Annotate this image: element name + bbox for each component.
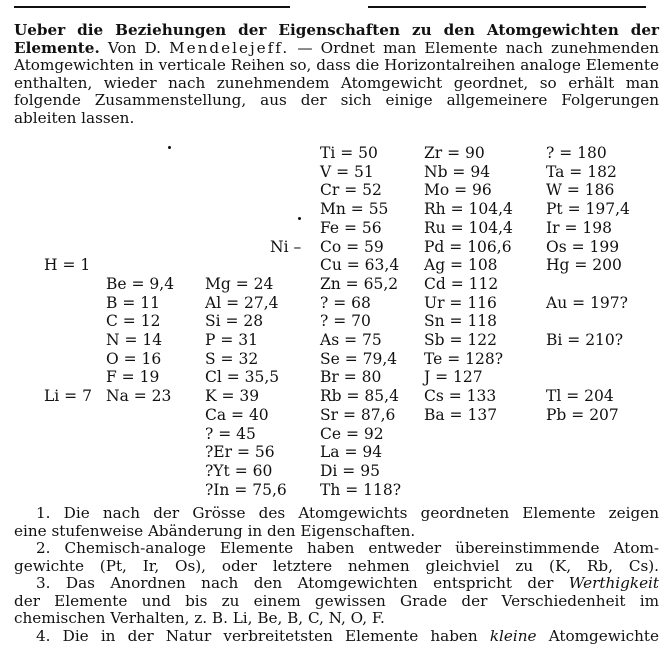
element-entry: Sn = 118: [424, 312, 498, 331]
element-entry: Rh = 104,4: [424, 200, 513, 219]
element-entry: Fe = 56: [320, 218, 382, 237]
note-3-emphasis: Werthigkeit: [568, 575, 659, 592]
element-entry: Di = 95: [320, 461, 380, 480]
element-entry: Ir = 198: [546, 218, 612, 237]
element-entry: Ca = 40: [205, 405, 269, 424]
element-entry: Pb = 207: [546, 405, 619, 424]
element-entry: Mo = 96: [424, 181, 492, 200]
element-entry: Ti = 50: [320, 144, 378, 162]
element-entry: S = 32: [205, 349, 259, 368]
element-entry: Pt = 197,4: [546, 200, 630, 219]
element-entry: Al = 27,4: [205, 293, 279, 312]
element-entry: Th = 118?: [320, 480, 402, 499]
element-entry: H = 1: [44, 256, 91, 275]
element-entry: Rb = 85,4: [320, 387, 399, 406]
element-entry: Li = 7: [44, 387, 92, 406]
element-entry: W = 186: [546, 181, 615, 200]
intro-paragraph: [14, 22, 659, 127]
element-entry: Bi = 210?: [546, 331, 624, 349]
top-rule-left: [14, 6, 290, 8]
note-3-line-1: [14, 575, 659, 593]
element-entry: B = 11: [106, 293, 160, 312]
intro-body: — Ordnet man Elemente nach zunehmenden Atomgewichten in verticale Reihen so, dass die Horizontalreihen analoge Elemente enthalten, wieder nach zunehmendem Atomgewicht geordnet, so erhält man folgende Zusammenstellung, aus der sich einige allgemeinere Folgerungen ableiten lassen.: [14, 38, 659, 127]
element-entry: J = 127: [424, 368, 483, 387]
element-entry: Co = 59: [320, 237, 384, 256]
dot-mark: [168, 146, 171, 149]
element-entry: ? = 70: [320, 312, 371, 331]
element-entry: Pd = 106,6: [424, 237, 512, 256]
author-prefix: Von D.: [107, 38, 161, 57]
element-entry: Te = 128?: [424, 349, 504, 368]
element-entry: Nb = 94: [424, 162, 491, 181]
element-entry: La = 94: [320, 443, 383, 462]
element-entry: Be = 9,4: [106, 274, 175, 293]
element-entry: Br = 80: [320, 368, 382, 387]
element-entry: Tl = 204: [546, 387, 614, 406]
note-2-line-2: gewichte (Pt, Ir, Os), oder letztere nehmen gleichviel zu (K, Rb, Cs).: [14, 557, 659, 575]
element-entry: Au = 197?: [546, 293, 628, 312]
element-entry: ?Er = 56: [205, 443, 275, 462]
element-entry: N = 14: [106, 331, 163, 349]
element-entry: Si = 28: [205, 312, 264, 331]
element-entry: Cr = 52: [320, 181, 382, 200]
element-entry: Hg = 200: [546, 256, 622, 275]
element-entry: ?In = 75,6: [205, 480, 287, 499]
element-entry: Zr = 90: [424, 144, 485, 162]
element-entry: ? = 180: [546, 144, 607, 162]
element-entry: K = 39: [205, 387, 260, 406]
element-entry: Cd = 112: [424, 274, 499, 293]
element-entry: P = 31: [205, 331, 258, 349]
note-1-line-1: 1. Die nach der Grösse des Atomgewichts geordneten Elemente zeigen: [36, 505, 659, 522]
element-entry: V = 51: [320, 162, 374, 181]
element-entry: Cu = 63,4: [320, 256, 400, 275]
element-entry: Ta = 182: [546, 162, 617, 181]
element-entry: ? = 45: [205, 424, 256, 443]
element-entry: F = 19: [106, 368, 160, 387]
element-entry: Ru = 104,4: [424, 218, 513, 237]
author-name: Mendelejeff.: [169, 38, 290, 57]
article-title: Ueber die Beziehungen der Eigenschaften zu den Atomgewichten der Elemente.: [14, 21, 659, 57]
note-3-line-3: chemischen Verhalten, z. B. Li, Be, B, C, N, O, F.: [14, 610, 385, 627]
note-4-text-end: Atomgewichte: [548, 627, 659, 645]
element-entry: Zn = 65,2: [320, 274, 399, 293]
element-entry: Cs = 133: [424, 387, 497, 406]
element-entry: ? = 68: [320, 293, 371, 312]
note-4-line-1: [14, 628, 659, 646]
element-entry: Mn = 55: [320, 200, 389, 219]
element-entry: Na = 23: [106, 387, 172, 406]
element-entry: C = 12: [106, 312, 161, 331]
element-entry: Sb = 122: [424, 331, 497, 349]
element-entry: As = 75: [320, 331, 382, 349]
element-entry: Ce = 92: [320, 424, 384, 443]
element-entry: Ag = 108: [424, 256, 498, 275]
nickel-prefix: Ni –: [270, 237, 302, 256]
element-entry: Os = 199: [546, 237, 620, 256]
note-4-text: 4. Die in der Natur verbreitetsten Elemente haben: [36, 627, 478, 645]
top-rule-right: [368, 6, 646, 8]
element-entry: Cl = 35,5: [205, 368, 280, 387]
element-entry: Ur = 116: [424, 293, 497, 312]
element-entry: ?Yt = 60: [205, 461, 273, 480]
note-3-text: 3. Das Anordnen nach den Atomgewichten entspricht der: [36, 575, 554, 592]
element-entry: Ba = 137: [424, 405, 498, 424]
dot-mark: [298, 217, 301, 220]
element-entry: Se = 79,4: [320, 349, 398, 368]
note-2-line-1: 2. Chemisch-analoge Elemente haben entweder übereinstimmende Atom-: [36, 540, 659, 557]
element-entry: Sr = 87,6: [320, 405, 396, 424]
conclusions: [14, 505, 659, 645]
element-entry: Mg = 24: [205, 274, 274, 293]
note-4-emphasis: kleine: [489, 627, 537, 645]
element-entry: O = 16: [106, 349, 162, 368]
note-1-line-2: eine stufenweise Abänderung in den Eigenschaften.: [14, 522, 416, 540]
note-3-line-2: der Elemente und bis zu einem gewissen Grade der Verschiedenheit im: [14, 592, 659, 610]
